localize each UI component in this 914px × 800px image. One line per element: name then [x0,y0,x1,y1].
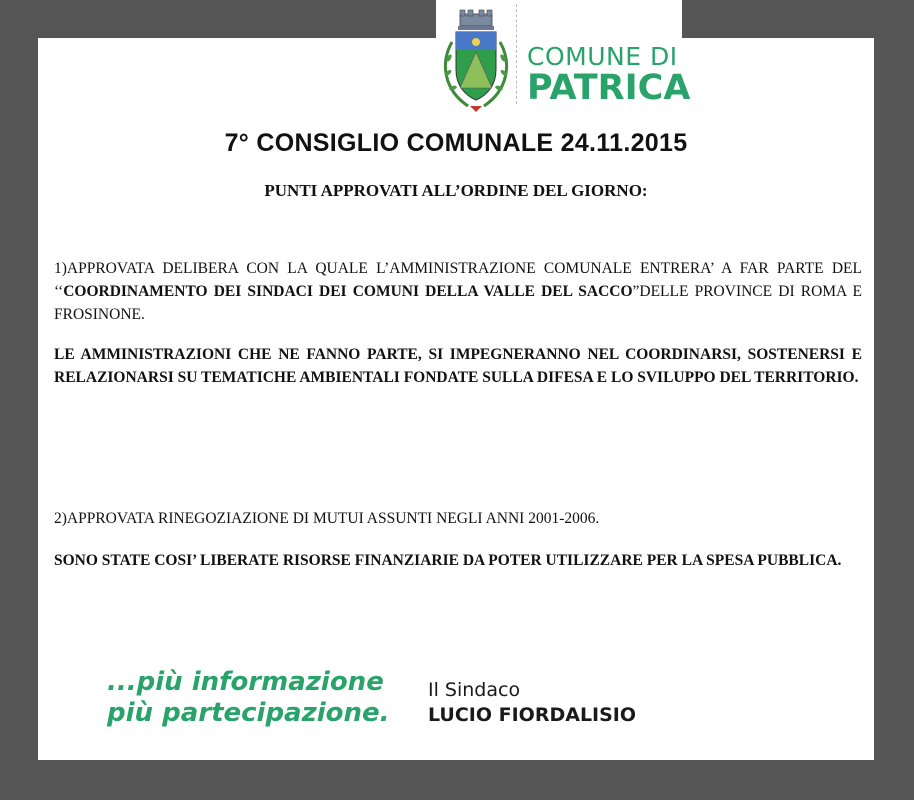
item-1-detail: LE AMMINISTRAZIONI CHE NE FANNO PARTE, SI IMPEGNERANNO NEL COORDINARSI, SOSTENERSI E RELAZIONARSI SU TEMATICHE AMBIENTALI FONDATE SULLA DIFESA E LO SVILUPPO DEL TERRITORIO. [54,346,862,386]
item-2-text: 2)APPROVATA RINEGOZIAZIONE DI MUTUI ASSUNTI NEGLI ANNI 2001-2006. [54,510,600,527]
slogan-line-2: più partecipazione. [107,698,390,728]
brand-line-1: COMUNE DI [527,42,678,71]
coat-of-arms-icon [438,8,514,114]
brand-logo [527,44,690,106]
document-title: 7° CONSIGLIO COMUNALE 24.11.2015 [224,129,688,157]
item-1-prefix: 1)APPROVATA DELIBERA CON LA QUALE L’AMMINISTRAZIONE COMUNALE ENTRERA’ A FAR PARTE DEL ‘‘ [54,260,862,300]
item-1-suffix: ”DELLE PROVINCE DI ROMA E FROSINONE. [54,283,862,323]
signature-name: LUCIO FIORDALISIO [428,704,637,726]
brand-line-2: PATRICA [527,68,691,108]
slogan-line-1: ...più informazione [107,667,384,697]
signature-role: Il Sindaco [428,679,521,701]
item-1-bold-name: COORDINAMENTO DEI SINDACI DEI COMUNI DELLA VALLE DEL SACCO [63,283,633,300]
document-subtitle: PUNTI APPROVATI ALL’ORDINE DEL GIORNO: [264,181,648,200]
item-2-detail: SONO STATE COSI’ LIBERATE RISORSE FINANZIARIE DA POTER UTILIZZARE PER LA SPESA PUBBLICA. [54,552,842,569]
slogan [107,667,390,729]
signature-block [428,678,636,728]
item-1-text [54,257,862,326]
header-divider [516,4,517,104]
